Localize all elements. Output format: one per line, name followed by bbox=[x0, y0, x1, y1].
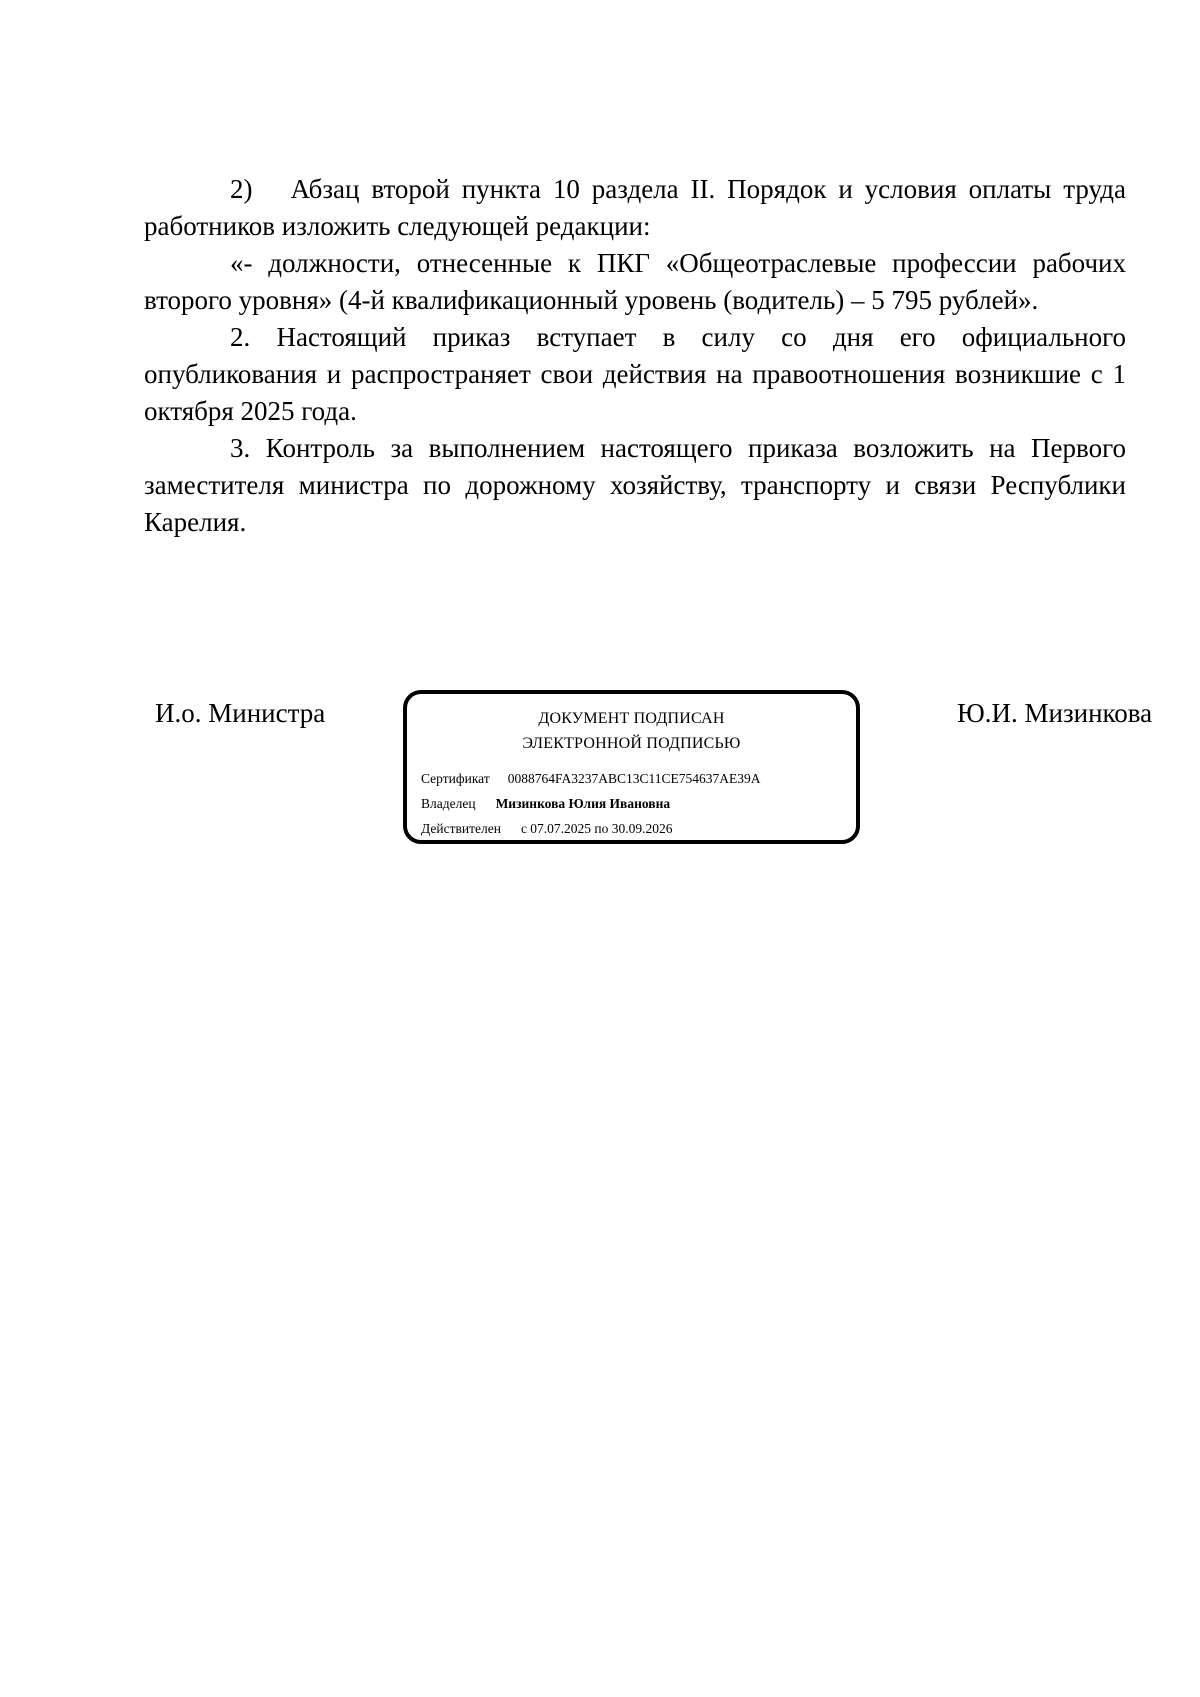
signatory-name: Ю.И. Мизинкова bbox=[957, 698, 1153, 728]
stamp-validity-row bbox=[421, 820, 673, 838]
electronic-signature-stamp bbox=[403, 690, 860, 844]
certificate-value: 0088764FA3237ABC13C11CE754637AE39A bbox=[507, 771, 761, 786]
validity-label: Действителен bbox=[421, 821, 501, 836]
paragraph-effective-date: 2. Настоящий приказ вступает в силу со дня его официального опубликования и распространяет свои действия на правоотношения возникшие с 1 октября 2025 года. bbox=[144, 322, 1126, 426]
paragraph-new-wording: «- должности, отнесенные к ПКГ «Общеотраслевые профессии рабочих второго уровня» (4-й квалификационный уровень (водитель) – 5 795 рублей». bbox=[144, 248, 1126, 315]
paragraph-number: 2) bbox=[230, 174, 253, 204]
owner-label: Владелец bbox=[421, 796, 476, 811]
owner-value: Мизинкова Юлия Ивановна bbox=[495, 796, 671, 811]
validity-value: с 07.07.2025 по 30.09.2026 bbox=[520, 821, 673, 836]
stamp-title-line-1: ДОКУМЕНТ ПОДПИСАН bbox=[538, 710, 725, 727]
certificate-label: Сертификат bbox=[421, 771, 490, 786]
document-body bbox=[144, 171, 1126, 541]
stamp-title-line-2: ЭЛЕКТРОННОЙ ПОДПИСЬЮ bbox=[522, 735, 741, 752]
stamp-title bbox=[407, 706, 856, 756]
stamp-certificate-row bbox=[421, 770, 761, 788]
paragraph-text: Абзац второй пункта 10 раздела II. Порядок и условия оплаты труда работников изложить следующей редакции: bbox=[144, 174, 1126, 241]
stamp-owner-row bbox=[421, 795, 670, 813]
paragraph-amendment-2 bbox=[144, 171, 1126, 245]
signatory-position: И.о. Министра bbox=[155, 698, 326, 728]
paragraph-control: 3. Контроль за выполнением настоящего приказа возложить на Первого заместителя министра по дорожному хозяйству, транспорту и связи Республики Карелия. bbox=[144, 433, 1126, 537]
